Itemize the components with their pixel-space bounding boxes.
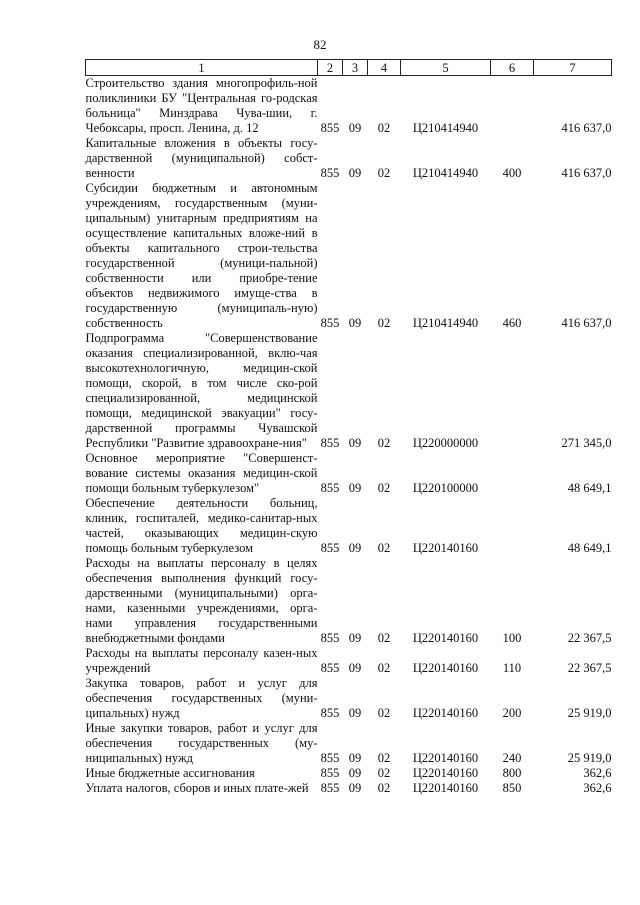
code-section: 09 — [348, 706, 362, 720]
column-header: 7 — [534, 60, 612, 76]
code-subsection: 02 — [377, 631, 391, 645]
code-section: 09 — [348, 766, 362, 780]
amount: 362,6 — [583, 781, 612, 795]
code-target-article: Ц220140160 — [412, 631, 479, 645]
code-section: 09 — [348, 541, 362, 555]
item-name: Иные бюджетные ассигнования — [85, 766, 255, 780]
code-target-article: Ц220140160 — [412, 766, 479, 780]
amount: 25 919,0 — [567, 751, 612, 765]
code-expense-type: 800 — [502, 766, 522, 780]
code-department: 855 — [320, 661, 340, 675]
code-expense-type: 400 — [502, 166, 522, 180]
code-section: 09 — [348, 751, 362, 765]
code-department: 855 — [320, 751, 340, 765]
code-target-article: Ц210414940 — [412, 316, 479, 330]
code-subsection: 02 — [377, 436, 391, 450]
code-expense-type — [491, 331, 534, 451]
amount: 416 637,0 — [561, 166, 612, 180]
code-subsection: 02 — [377, 316, 391, 330]
code-department: 855 — [320, 121, 340, 135]
code-target-article: Ц220140160 — [412, 706, 479, 720]
column-header: 5 — [401, 60, 491, 76]
item-name: Подпрограмма "Совершенствование оказания специализированной, вклю-чая высокотехнологичную, медицин-ской помощи, скорой, в том числе ско-рой специализированной, медицинской помощи, медицинской эвакуации" госу-дарственной программы Чувашской Республики "Развитие здравоохране-ния" — [85, 331, 318, 450]
code-expense-type: 240 — [502, 751, 522, 765]
column-header: 2 — [318, 60, 343, 76]
item-name: Строительство здания многопрофиль-ной поликлиники БУ "Центральная го-родская больница" Минздрава Чува-шии, г. Чебоксары, просп. Ленина, д. 12 — [85, 76, 318, 135]
code-target-article: Ц220140160 — [412, 751, 479, 765]
amount: 271 345,0 — [561, 436, 612, 450]
table-row — [86, 781, 612, 796]
code-department: 855 — [320, 316, 340, 330]
code-department: 855 — [320, 541, 340, 555]
table-row — [86, 451, 612, 496]
table-row — [86, 76, 612, 137]
code-target-article: Ц220140160 — [412, 541, 479, 555]
table-row — [86, 136, 612, 181]
amount: 416 637,0 — [561, 316, 612, 330]
code-expense-type: 200 — [502, 706, 522, 720]
code-expense-type — [491, 496, 534, 556]
item-name: Иные закупки товаров, работ и услуг для обеспечения государственных (му-ниципальных) нужд — [85, 721, 318, 765]
code-department: 855 — [320, 166, 340, 180]
column-header: 6 — [491, 60, 534, 76]
code-section: 09 — [348, 781, 362, 795]
column-number-row — [86, 60, 612, 76]
code-expense-type — [491, 76, 534, 137]
code-subsection: 02 — [377, 781, 391, 795]
amount: 48 649,1 — [567, 541, 612, 555]
code-section: 09 — [348, 436, 362, 450]
column-header: 3 — [343, 60, 368, 76]
item-name: Основное мероприятие "Совершенст-вование системы оказания медицин-ской помощи больным туберкулезом" — [85, 451, 318, 495]
code-department: 855 — [320, 706, 340, 720]
code-subsection: 02 — [377, 706, 391, 720]
code-subsection: 02 — [377, 166, 391, 180]
code-department: 855 — [320, 631, 340, 645]
code-section: 09 — [348, 166, 362, 180]
code-department: 855 — [320, 481, 340, 495]
amount: 48 649,1 — [567, 481, 612, 495]
code-expense-type: 850 — [502, 781, 522, 795]
item-name: Расходы на выплаты персоналу казен-ных учреждений — [85, 646, 318, 675]
table-row — [86, 646, 612, 676]
code-section: 09 — [348, 121, 362, 135]
table-row — [86, 766, 612, 781]
table-row — [86, 181, 612, 331]
code-expense-type: 110 — [502, 661, 522, 675]
code-target-article: Ц220100000 — [412, 481, 479, 495]
amount: 362,6 — [583, 766, 612, 780]
amount: 22 367,5 — [567, 631, 612, 645]
code-section: 09 — [348, 661, 362, 675]
code-subsection: 02 — [377, 481, 391, 495]
code-target-article: Ц220140160 — [412, 781, 479, 795]
code-expense-type: 100 — [502, 631, 522, 645]
table-row — [86, 331, 612, 451]
code-section: 09 — [348, 481, 362, 495]
table-row — [86, 556, 612, 646]
code-department: 855 — [320, 781, 340, 795]
amount: 416 637,0 — [561, 121, 612, 135]
code-subsection: 02 — [377, 661, 391, 675]
column-header: 1 — [86, 60, 318, 76]
code-section: 09 — [348, 631, 362, 645]
code-target-article: Ц220140160 — [412, 661, 479, 675]
amount: 22 367,5 — [567, 661, 612, 675]
code-target-article: Ц220000000 — [412, 436, 479, 450]
item-name: Уплата налогов, сборов и иных плате-жей — [85, 781, 309, 795]
table-row — [86, 721, 612, 766]
code-subsection: 02 — [377, 121, 391, 135]
item-name: Субсидии бюджетным и автономным учреждениям, государственным (муни-ципальным) унитарным предприятиям на осуществление капитальных вложе-ний в объекты капитального строи-тельства государственной (муници-пальной) собственности или приобре-тение объектов недвижимого имуще-ства в государственную (муниципаль-ную) собственность — [85, 181, 318, 330]
column-header: 4 — [368, 60, 401, 76]
code-section: 09 — [348, 316, 362, 330]
code-subsection: 02 — [377, 766, 391, 780]
code-subsection: 02 — [377, 541, 391, 555]
page-number: 82 — [313, 37, 327, 52]
code-expense-type — [491, 451, 534, 496]
budget-table — [85, 59, 612, 796]
table-row — [86, 676, 612, 721]
item-name: Капитальные вложения в объекты госу-дарственной (муниципальной) собст-венности — [85, 136, 318, 180]
code-expense-type: 460 — [502, 316, 522, 330]
code-department: 855 — [320, 766, 340, 780]
code-target-article: Ц210414940 — [412, 166, 479, 180]
code-subsection: 02 — [377, 751, 391, 765]
item-name: Закупка товаров, работ и услуг для обеспечения государственных (муни-ципальных) нужд — [85, 676, 318, 720]
code-target-article: Ц210414940 — [412, 121, 479, 135]
item-name: Обеспечение деятельности больниц, клиник, госпиталей, медико-санитар-ных частей, оказывающих медицин-скую помощь больным туберкулезом — [85, 496, 318, 555]
amount: 25 919,0 — [567, 706, 612, 720]
code-department: 855 — [320, 436, 340, 450]
item-name: Расходы на выплаты персоналу в целях обеспечения выполнения функций госу-дарственными (муниципальными) орга-нами, казенными учреждениями, орга-нами управления государственными внебюджетными фондами — [85, 556, 318, 645]
table-row — [86, 496, 612, 556]
